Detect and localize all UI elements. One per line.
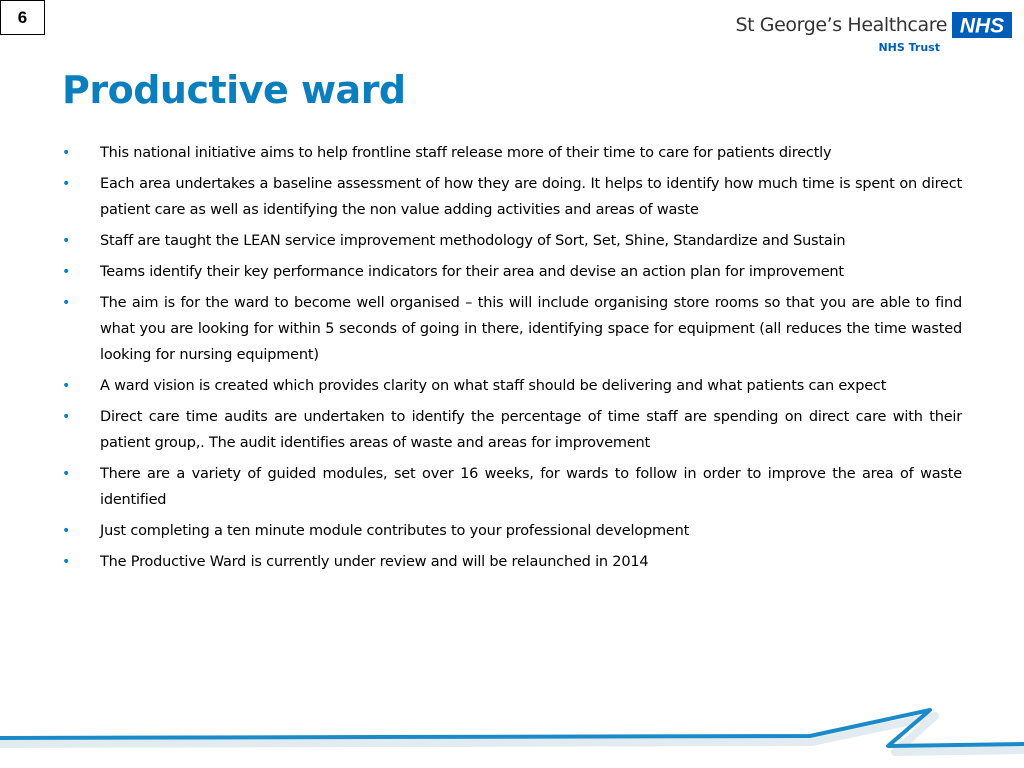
bullet-item <box>62 228 962 254</box>
bullet-item <box>62 259 962 285</box>
bullet-text: There are a variety of guided modules, set over 16 weeks, for wards to follow in order to improve the area of waste identified <box>100 466 962 508</box>
bullet-list <box>62 140 962 580</box>
bullet-item <box>62 290 962 368</box>
bullet-text: Staff are taught the LEAN service improvement methodology of Sort, Set, Shine, Standardize and Sustain <box>100 233 846 249</box>
bullet-icon: • <box>62 409 71 425</box>
bullet-item <box>62 518 962 544</box>
bullet-text: Just completing a ten minute module contributes to your professional development <box>100 523 690 539</box>
bullet-icon: • <box>62 554 71 570</box>
slide-number-box <box>0 0 45 35</box>
bullet-text: Each area undertakes a baseline assessment of how they are doing. It helps to identify how much time is spent on direct patient care as well as identifying the non value adding activities and areas of waste <box>100 176 962 218</box>
organisation-branding <box>735 12 1012 54</box>
bullet-text: A ward vision is created which provides clarity on what staff should be delivering and what patients can expect <box>100 378 887 394</box>
bullet-text: The Productive Ward is currently under review and will be relaunched in 2014 <box>100 554 649 570</box>
bullet-icon: • <box>62 176 71 192</box>
bullet-item <box>62 404 962 456</box>
bullet-item <box>62 140 962 166</box>
bullet-icon: • <box>62 378 71 394</box>
bullet-text: The aim is for the ward to become well organised – this will include organising store rooms so that you are able to find what you are looking for within 5 seconds of going in there, identifying space for equipment (all reduces the time wasted looking for nursing equipment) <box>100 295 962 363</box>
bullet-text: Teams identify their key performance indicators for their area and devise an action plan for improvement <box>100 264 844 280</box>
organisation-subtitle: NHS Trust <box>878 41 940 54</box>
bullet-text: This national initiative aims to help frontline staff release more of their time to care for patients directly <box>100 145 832 161</box>
nhs-logo <box>952 12 1012 38</box>
bullet-icon: • <box>62 145 71 161</box>
page-title: Productive ward <box>62 68 406 112</box>
bullet-icon: • <box>62 264 71 280</box>
slide-number: 6 <box>17 8 28 27</box>
footer-swoosh-decoration <box>0 700 1024 768</box>
bullet-icon: • <box>62 295 71 311</box>
bullet-item <box>62 549 962 575</box>
organisation-name: St George’s Healthcare <box>735 14 947 36</box>
bullet-item <box>62 373 962 399</box>
nhs-logo-text: NHS <box>959 14 1005 38</box>
bullet-icon: • <box>62 466 71 482</box>
bullet-item <box>62 461 962 513</box>
bullet-icon: • <box>62 523 71 539</box>
bullet-text: Direct care time audits are undertaken to identify the percentage of time staff are spending on direct care with their patient group,. The audit identifies areas of waste and areas for improvement <box>100 409 962 451</box>
bullet-icon: • <box>62 233 71 249</box>
bullet-item <box>62 171 962 223</box>
